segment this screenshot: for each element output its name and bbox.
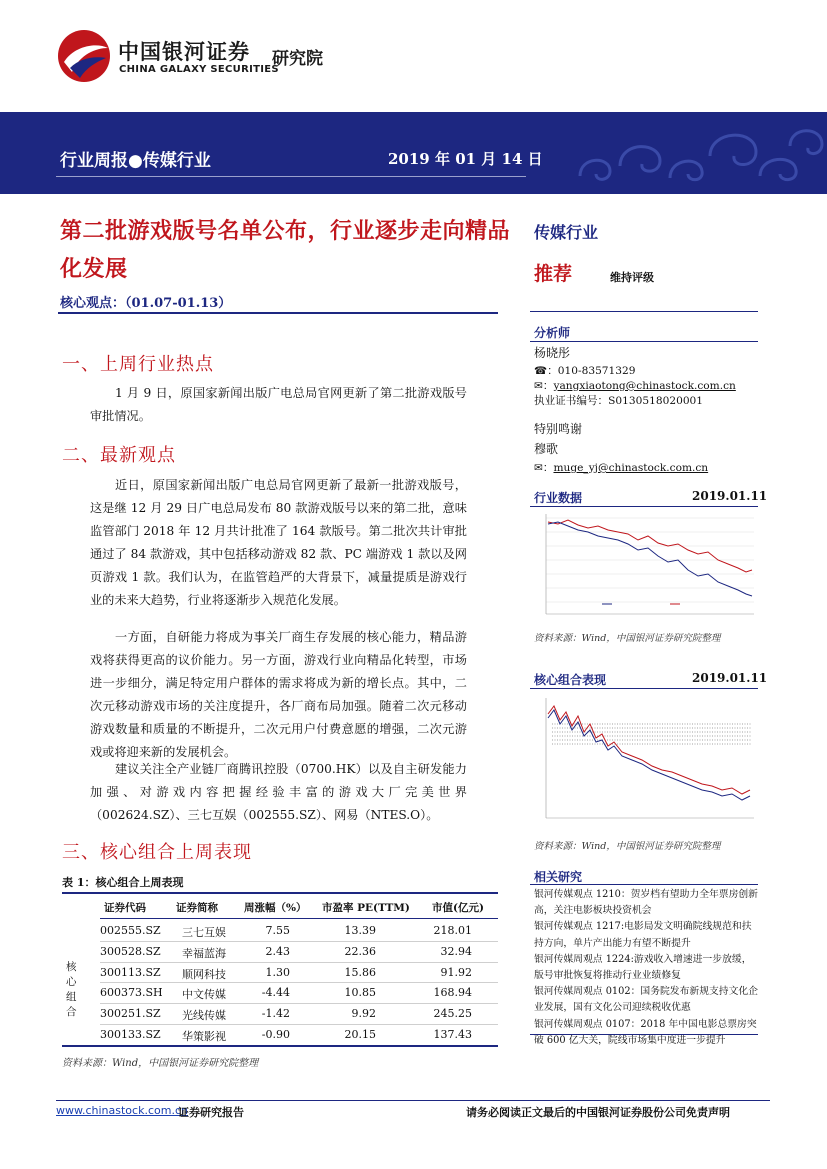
chart1-source: 资料来源：Wind，中国银河证券研究院整理 <box>534 633 721 644</box>
analyst-phone: ☎：010-83571329 <box>534 365 636 377</box>
section-heading-2: 二、最新观点 <box>62 445 176 466</box>
analyst-email-row <box>534 378 736 394</box>
report-date: 2019 年 01 月 14 日 <box>388 150 543 168</box>
table-cell: 7.55 <box>265 924 290 937</box>
table-header-rule <box>100 918 498 919</box>
chart2-source: 资料来源：Wind，中国银河证券研究院整理 <box>534 841 721 852</box>
logo-english-name: CHINA GALAXY SECURITIES <box>119 64 279 75</box>
table-cell: 2.43 <box>265 944 290 958</box>
analyst-email[interactable]: yangxiaotong@chinastock.com.cn <box>553 380 736 392</box>
table-cell: 中文传媒 <box>182 988 226 1002</box>
contributor-email-row <box>534 460 708 476</box>
related-research-list <box>534 887 758 1049</box>
related-research-item[interactable]: 银河传媒观点 1217:电影局发文明确院线规范和扶持方向，单片产出能力有望不断提升 <box>534 921 752 949</box>
table-header-cell: 市值(亿元) <box>432 902 484 914</box>
table-top-rule <box>62 892 498 894</box>
analyst-cert: 执业证书编号：S0130518020001 <box>534 395 704 407</box>
table-cell: 幸福蓝海 <box>182 946 226 960</box>
table-row-rule <box>100 962 498 963</box>
industry-data-divider <box>530 506 758 507</box>
table-row-rule <box>100 1003 498 1004</box>
table-cell: 15.86 <box>344 965 376 979</box>
footer-disclaimer: 请务必阅读正文最后的中国银河证券股份公司免责声明 <box>466 1106 730 1119</box>
table-cell: 顺网科技 <box>182 967 226 981</box>
footer-rule <box>56 1100 770 1101</box>
table-cell: 华策影视 <box>182 1030 226 1043</box>
table-cell: 32.94 <box>440 944 472 958</box>
table-cell: 22.36 <box>344 944 376 958</box>
index-line-blue <box>548 522 752 596</box>
rating: 推荐 <box>534 263 573 285</box>
institute-name: 研究院 <box>272 49 323 69</box>
table-source: 资料来源：Wind，中国银河证券研究院整理 <box>62 1058 259 1069</box>
table-cell: 300113.SZ <box>100 965 161 979</box>
rating-note: 维持评级 <box>610 271 654 284</box>
table-group-label: 核心组合 <box>66 961 77 1018</box>
table-cell: 300133.SZ <box>100 1028 161 1041</box>
table-cell: -0.90 <box>261 1028 290 1041</box>
table-cell: 91.92 <box>440 965 472 979</box>
related-research-divider <box>530 884 758 885</box>
paragraph-latest-view-1: 近日，原国家新闻出版广电总局官网更新了最新一批游戏版号，这是继 12 月 29 日广电总局发布 80 款游戏版号以来的第二批，意味监管部门 2018 年 12 月共计批准了 164 款版号。第二批次共计审批通过了 84 款游戏，其中包括移动游戏 82 款、PC 端游戏 1 款以及网页游戏 1 款。我们认为，在监管趋严的大背景下，减量提质是游戏行业的未来大趋势，行业将逐渐步入规范化发展。 <box>90 478 467 607</box>
analyst-divider <box>530 341 758 342</box>
section-heading-1: 一、上周行业热点 <box>62 354 214 375</box>
table-cell: 218.01 <box>433 924 472 937</box>
table-cell: 20.15 <box>344 1028 376 1041</box>
table-cell: -4.44 <box>261 986 290 1000</box>
analyst-name: 杨晓彤 <box>534 346 571 360</box>
table-cell: 三七互娱 <box>182 926 226 939</box>
contributor-name: 穆歌 <box>534 442 559 456</box>
industry-data-title: 行业数据 <box>534 491 583 505</box>
table-cell: 137.43 <box>433 1028 472 1041</box>
portfolio-divider <box>530 688 758 689</box>
paragraph-hot-topics: 1 月 9 日，原国家新闻出版广电总局官网更新了第二批游戏版号审批情况。 <box>90 386 467 423</box>
table-cell: -1.42 <box>261 1007 290 1021</box>
table-cell: 300528.SZ <box>100 944 161 958</box>
table-cell: 13.39 <box>344 924 376 937</box>
report-category: 行业周报●传媒行业 <box>60 151 211 171</box>
related-research-item[interactable]: 银河传媒观点 1210：贺岁档有望助力全年票房创新高，关注电影板块投资机会 <box>534 889 758 917</box>
auspicious-clouds-icon <box>560 116 827 190</box>
table-bottom-rule <box>62 1045 498 1047</box>
title-divider <box>58 312 498 314</box>
table-cell: 002555.SZ <box>100 924 161 937</box>
industry-data-date: 2019.01.11 <box>692 489 768 503</box>
table-cell: 168.94 <box>433 986 472 1000</box>
table-caption: 表 1：核心组合上周表现 <box>62 876 184 889</box>
band-divider <box>56 176 526 177</box>
related-research-item[interactable]: 银河传媒周观点 1224:游戏收入增速进一步放缓，版号审批恢复将推动行业业绩修复 <box>534 953 752 982</box>
related-research-item[interactable]: 银河传媒周观点 0102：国务院发布新规支持文化企业发展，国有文化公司迎续税收优惠 <box>534 986 758 1014</box>
mail-icon: ✉： <box>534 380 554 392</box>
table-cell: 300251.SZ <box>100 1007 161 1021</box>
contributor-email[interactable]: muge_yj@chinastock.com.cn <box>553 462 709 474</box>
galaxy-logo-icon <box>56 28 112 84</box>
sector-name: 传媒行业 <box>534 223 599 242</box>
table-row-rule <box>100 982 498 983</box>
table-row-rule <box>100 1024 498 1025</box>
related-research-title: 相关研究 <box>534 870 583 884</box>
table-row-rule <box>100 941 498 942</box>
table-cell: 1.30 <box>265 965 290 979</box>
table-cell: 600373.SH <box>100 986 163 1000</box>
table-cell: 9.92 <box>351 1007 376 1021</box>
paragraph-latest-view-2: 一方面，自研能力将成为事关厂商生存发展的核心能力，精品游戏将获得更高的议价能力。另一方面，游戏行业向精品化转型，市场进一步细分，满足特定用户群体的需求将成为新的增长点。其中，二次元移动游戏市场的关注度提升，各厂商布局加强。随着二次元移动游戏数量和质量的不断提升，二次元用户付费意愿的增强，二次元游戏或将迎来新的发展机会。 <box>90 630 467 759</box>
footer-label: 证券研究报告 <box>178 1106 244 1119</box>
report-title: 第二批游戏版号名单公布，行业逐步走向精品化发展 <box>60 218 511 282</box>
portfolio-line-blue <box>548 710 750 800</box>
analyst-title: 分析师 <box>534 326 571 340</box>
related-research-item[interactable]: 银河传媒周观点 0107：2018 年中国电影总票房突破 600 亿大关，院线市场集中度进一步提升 <box>534 1018 757 1046</box>
table-cell: 光线传媒 <box>182 1009 226 1023</box>
thanks-label: 特别鸣谢 <box>534 422 583 436</box>
portfolio-date: 2019.01.11 <box>692 671 768 685</box>
core-view-label: 核心观点：（01.07-01.13） <box>60 296 232 311</box>
table-cell: 10.85 <box>344 986 376 1000</box>
portfolio-title: 核心组合表现 <box>534 673 607 687</box>
mail-icon: ✉： <box>534 462 554 474</box>
table-header-cell: 证券代码 <box>104 902 146 914</box>
table-header-cell: 证券简称 <box>176 902 218 914</box>
table-header-cell: 市盈率 PE(TTM) <box>322 902 410 914</box>
table-header-cell: 周涨幅（%） <box>244 902 307 914</box>
related-research-bottom-rule <box>530 1034 758 1035</box>
industry-index-chart <box>532 510 758 624</box>
portfolio-chart <box>532 694 758 826</box>
logo-chinese-name: 中国银河证券 <box>118 40 250 64</box>
section-heading-3: 三、核心组合上周表现 <box>62 842 252 863</box>
portfolio-line-red <box>548 706 750 794</box>
right-divider <box>530 311 758 312</box>
footer-website-link[interactable]: www.chinastock.com.cn <box>56 1104 188 1117</box>
paragraph-recommendation: 建议关注全产业链厂商腾讯控股（0700.HK）以及自主研发能力加强、对游戏内容把握经验丰富的游戏大厂完美世界（002624.SZ）、三七互娱（002555.SZ）、网易（NTES.O）。 <box>90 762 467 822</box>
table-cell: 245.25 <box>433 1007 472 1021</box>
